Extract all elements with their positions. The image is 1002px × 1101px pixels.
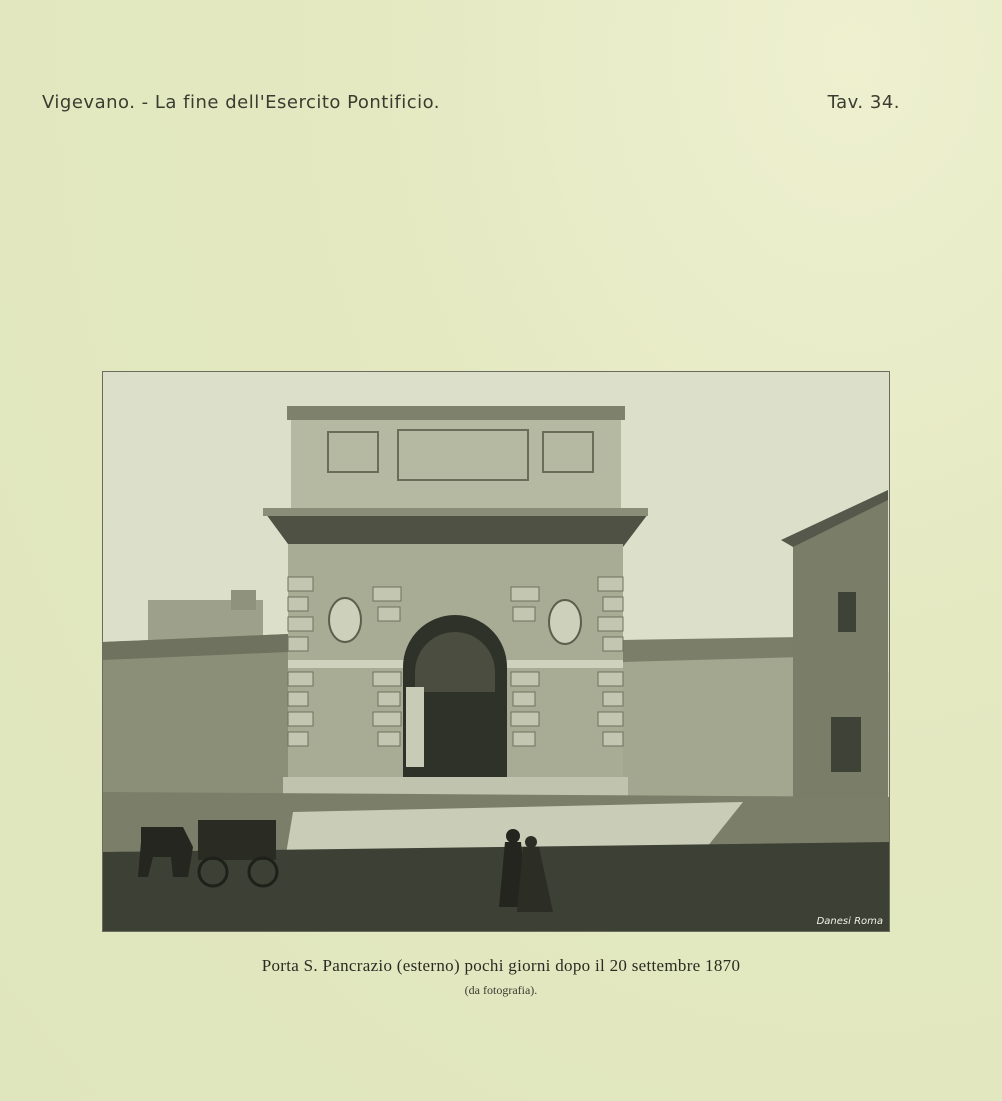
plate-illustration [102, 371, 890, 932]
figure-caption: Porta S. Pancrazio (esterno) pochi giorni dopo il 20 settembre 1870 [261, 956, 741, 975]
engraving-image [103, 372, 890, 932]
plate-number: Tav. 34. [827, 92, 900, 113]
running-head-title: Vigevano. - La fine dell'Esercito Pontificio. [42, 92, 441, 113]
engraver-signature: Danesi Roma [816, 916, 883, 927]
figure-source-note: (da fotografia). [464, 983, 538, 997]
